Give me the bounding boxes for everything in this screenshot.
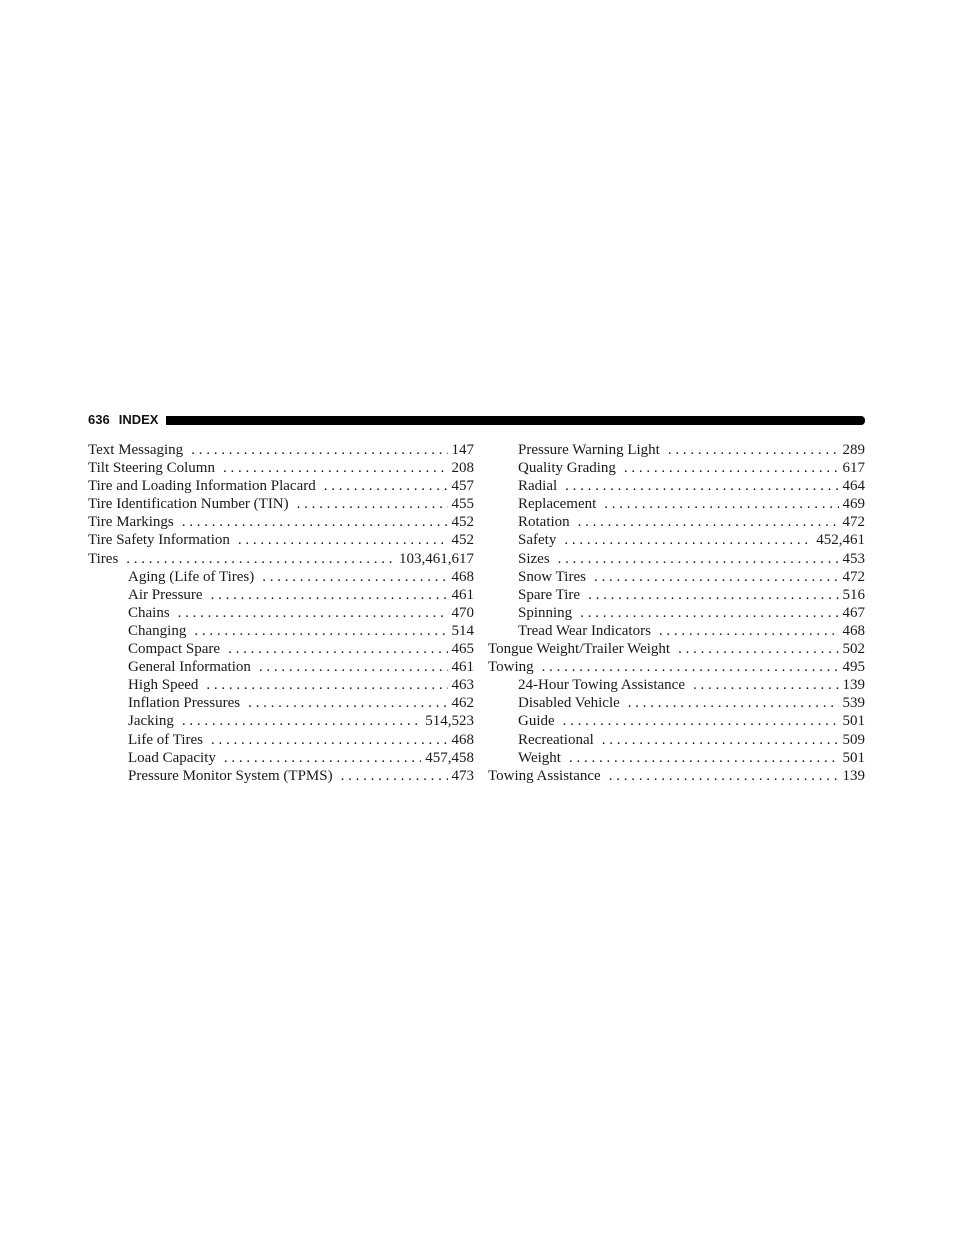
- index-subentry: [488, 749, 865, 767]
- entry-page-ref: 289: [842, 442, 865, 458]
- entry-page-ref: 455: [451, 496, 474, 513]
- dot-leader: [558, 550, 839, 568]
- dot-leader: [262, 568, 447, 586]
- entry-label: Inflation Pressures: [128, 695, 241, 712]
- dot-leader: [569, 749, 839, 767]
- dot-leader: [211, 731, 448, 749]
- index-subentry: [88, 658, 474, 676]
- section-title: INDEX: [118, 412, 159, 427]
- entry-page-ref: 452,461: [816, 532, 865, 549]
- index-column-right: [488, 441, 865, 785]
- entry-page-ref: 139: [842, 677, 865, 694]
- entry-label: Weight: [518, 749, 561, 766]
- dot-leader: [297, 495, 448, 513]
- index-entry: [88, 441, 474, 459]
- entry-label: Tire and Loading Information Placard: [88, 478, 316, 495]
- dot-leader: [628, 694, 839, 712]
- dot-leader: [224, 749, 421, 767]
- entry-label: Spare Tire: [518, 586, 581, 603]
- dot-leader: [324, 477, 448, 495]
- dot-leader: [182, 712, 421, 730]
- dot-leader: [578, 513, 839, 531]
- dot-leader: [693, 676, 839, 694]
- index-subentry: [88, 712, 474, 730]
- entry-label: Tire Identification Number (TIN): [88, 496, 289, 513]
- dot-leader: [580, 604, 838, 622]
- dot-leader: [678, 640, 838, 658]
- entry-page-ref: 467: [842, 604, 865, 621]
- index-entry: [88, 550, 474, 568]
- index-subentry: [488, 694, 865, 712]
- entry-page-ref: 468: [842, 622, 865, 639]
- entry-label: Replacement: [518, 496, 597, 513]
- entry-page-ref: 473: [451, 767, 474, 784]
- entry-page-ref: 139: [842, 767, 865, 784]
- dot-leader: [228, 640, 447, 658]
- entry-label: Disabled Vehicle: [518, 695, 620, 712]
- entry-page-ref: 502: [842, 641, 865, 658]
- dot-leader: [259, 658, 448, 676]
- entry-label: Quality Grading: [518, 460, 616, 477]
- entry-page-ref: 147: [451, 442, 474, 458]
- entry-label: Changing: [128, 622, 187, 639]
- entry-label: General Information: [128, 659, 251, 676]
- dot-leader: [659, 622, 839, 640]
- dot-leader: [624, 459, 839, 477]
- entry-page-ref: 468: [451, 568, 474, 585]
- entry-label: 24-Hour Towing Assistance: [518, 677, 685, 694]
- index-subentry: [488, 586, 865, 604]
- entry-label: Tread Wear Indicators: [518, 622, 651, 639]
- entry-label: Compact Spare: [128, 641, 221, 658]
- entry-label: Tires: [88, 550, 119, 567]
- dot-leader: [211, 586, 448, 604]
- entry-label: Spinning: [518, 604, 573, 621]
- dot-leader: [341, 767, 448, 785]
- entry-label: Tire Safety Information: [88, 532, 230, 549]
- index-subentry: [488, 495, 865, 513]
- entry-label: Towing Assistance: [488, 767, 601, 784]
- dot-leader: [542, 658, 839, 676]
- entry-page-ref: 462: [451, 695, 474, 712]
- dot-leader: [563, 712, 839, 730]
- entry-label: Tire Markings: [88, 514, 174, 531]
- entry-page-ref: 509: [842, 731, 865, 748]
- index-entry: [488, 658, 865, 676]
- index-subentry: [488, 531, 865, 549]
- entry-label: Safety: [518, 532, 557, 549]
- entry-page-ref: 461: [451, 659, 474, 676]
- dot-leader: [668, 441, 839, 459]
- index-subentry: [488, 477, 865, 495]
- entry-page-ref: 472: [842, 514, 865, 531]
- entry-page-ref: 501: [842, 713, 865, 730]
- entry-label: Load Capacity: [128, 749, 216, 766]
- entry-label: Sizes: [518, 550, 550, 567]
- index-subentry: [88, 640, 474, 658]
- index-entry: [88, 513, 474, 531]
- index-entry: [488, 767, 865, 785]
- entry-page-ref: 470: [451, 604, 474, 621]
- index-subentry: [488, 513, 865, 531]
- entry-page-ref: 495: [842, 659, 865, 676]
- dot-leader: [594, 568, 839, 586]
- dot-leader: [248, 694, 447, 712]
- entry-label: Snow Tires: [518, 568, 586, 585]
- dot-leader: [588, 586, 838, 604]
- entry-label: Pressure Warning Light: [518, 442, 660, 458]
- entry-page-ref: 514,523: [425, 713, 474, 730]
- entry-page-ref: 501: [842, 749, 865, 766]
- index-subentry: [88, 694, 474, 712]
- index-subentry: [488, 441, 865, 459]
- dot-leader: [194, 622, 447, 640]
- index-subentry: [88, 767, 474, 785]
- entry-page-ref: 464: [842, 478, 865, 495]
- index-subentry: [488, 459, 865, 477]
- entry-page-ref: 452: [451, 514, 474, 531]
- dot-leader: [238, 531, 448, 549]
- entry-page-ref: 617: [842, 460, 865, 477]
- index-entry: [88, 531, 474, 549]
- entry-label: Life of Tires: [128, 731, 203, 748]
- entry-page-ref: 208: [451, 460, 474, 477]
- entry-label: Jacking: [128, 713, 174, 730]
- dot-leader: [206, 676, 447, 694]
- dot-leader: [564, 531, 812, 549]
- index-entry: [488, 640, 865, 658]
- entry-label: Tongue Weight/Trailer Weight: [488, 641, 671, 658]
- entry-label: Aging (Life of Tires): [128, 568, 255, 585]
- dot-leader: [602, 731, 839, 749]
- entry-page-ref: 453: [842, 550, 865, 567]
- index-subentry: [88, 586, 474, 604]
- index-subentry: [488, 550, 865, 568]
- entry-page-ref: 457,458: [425, 749, 474, 766]
- page-number: 636: [88, 412, 110, 427]
- dot-leader: [604, 495, 838, 513]
- entry-page-ref: 461: [451, 586, 474, 603]
- index-subentry: [488, 712, 865, 730]
- page-header: [88, 411, 865, 429]
- dot-leader: [182, 513, 448, 531]
- entry-page-ref: 539: [842, 695, 865, 712]
- dot-leader: [223, 459, 448, 477]
- entry-label: Text Messaging: [88, 442, 184, 458]
- entry-page-ref: 468: [451, 731, 474, 748]
- dot-leader: [178, 604, 448, 622]
- dot-leader: [609, 767, 839, 785]
- index-subentry: [488, 622, 865, 640]
- entry-page-ref: 514: [451, 622, 474, 639]
- entry-label: Rotation: [518, 514, 570, 531]
- entry-label: High Speed: [128, 677, 199, 694]
- header-rule: [166, 416, 865, 425]
- entry-page-ref: 472: [842, 568, 865, 585]
- index-subentry: [488, 731, 865, 749]
- dot-leader: [126, 550, 395, 568]
- index-subentry: [88, 749, 474, 767]
- index-subentry: [488, 568, 865, 586]
- index-column-left: [88, 441, 474, 785]
- entry-label: Radial: [518, 478, 558, 495]
- entry-page-ref: 103,461,617: [399, 550, 474, 567]
- index-entry: [88, 477, 474, 495]
- dot-leader: [191, 441, 447, 459]
- entry-page-ref: 469: [842, 496, 865, 513]
- entry-label: Tilt Steering Column: [88, 460, 215, 477]
- entry-label: Air Pressure: [128, 586, 203, 603]
- index-subentry: [88, 568, 474, 586]
- index-subentry: [88, 676, 474, 694]
- entry-page-ref: 465: [451, 641, 474, 658]
- entry-page-ref: 516: [842, 586, 865, 603]
- index-entry: [88, 459, 474, 477]
- index-subentry: [488, 676, 865, 694]
- entry-label: Pressure Monitor System (TPMS): [128, 767, 333, 784]
- entry-label: Guide: [518, 713, 555, 730]
- entry-page-ref: 463: [451, 677, 474, 694]
- index-subentry: [88, 622, 474, 640]
- dot-leader: [565, 477, 838, 495]
- entry-label: Chains: [128, 604, 170, 621]
- entry-label: Recreational: [518, 731, 594, 748]
- entry-label: Towing: [488, 659, 534, 676]
- index-subentry: [88, 604, 474, 622]
- entry-page-ref: 457: [451, 478, 474, 495]
- index-subentry: [88, 731, 474, 749]
- index-entry: [88, 495, 474, 513]
- entry-page-ref: 452: [451, 532, 474, 549]
- index-subentry: [488, 604, 865, 622]
